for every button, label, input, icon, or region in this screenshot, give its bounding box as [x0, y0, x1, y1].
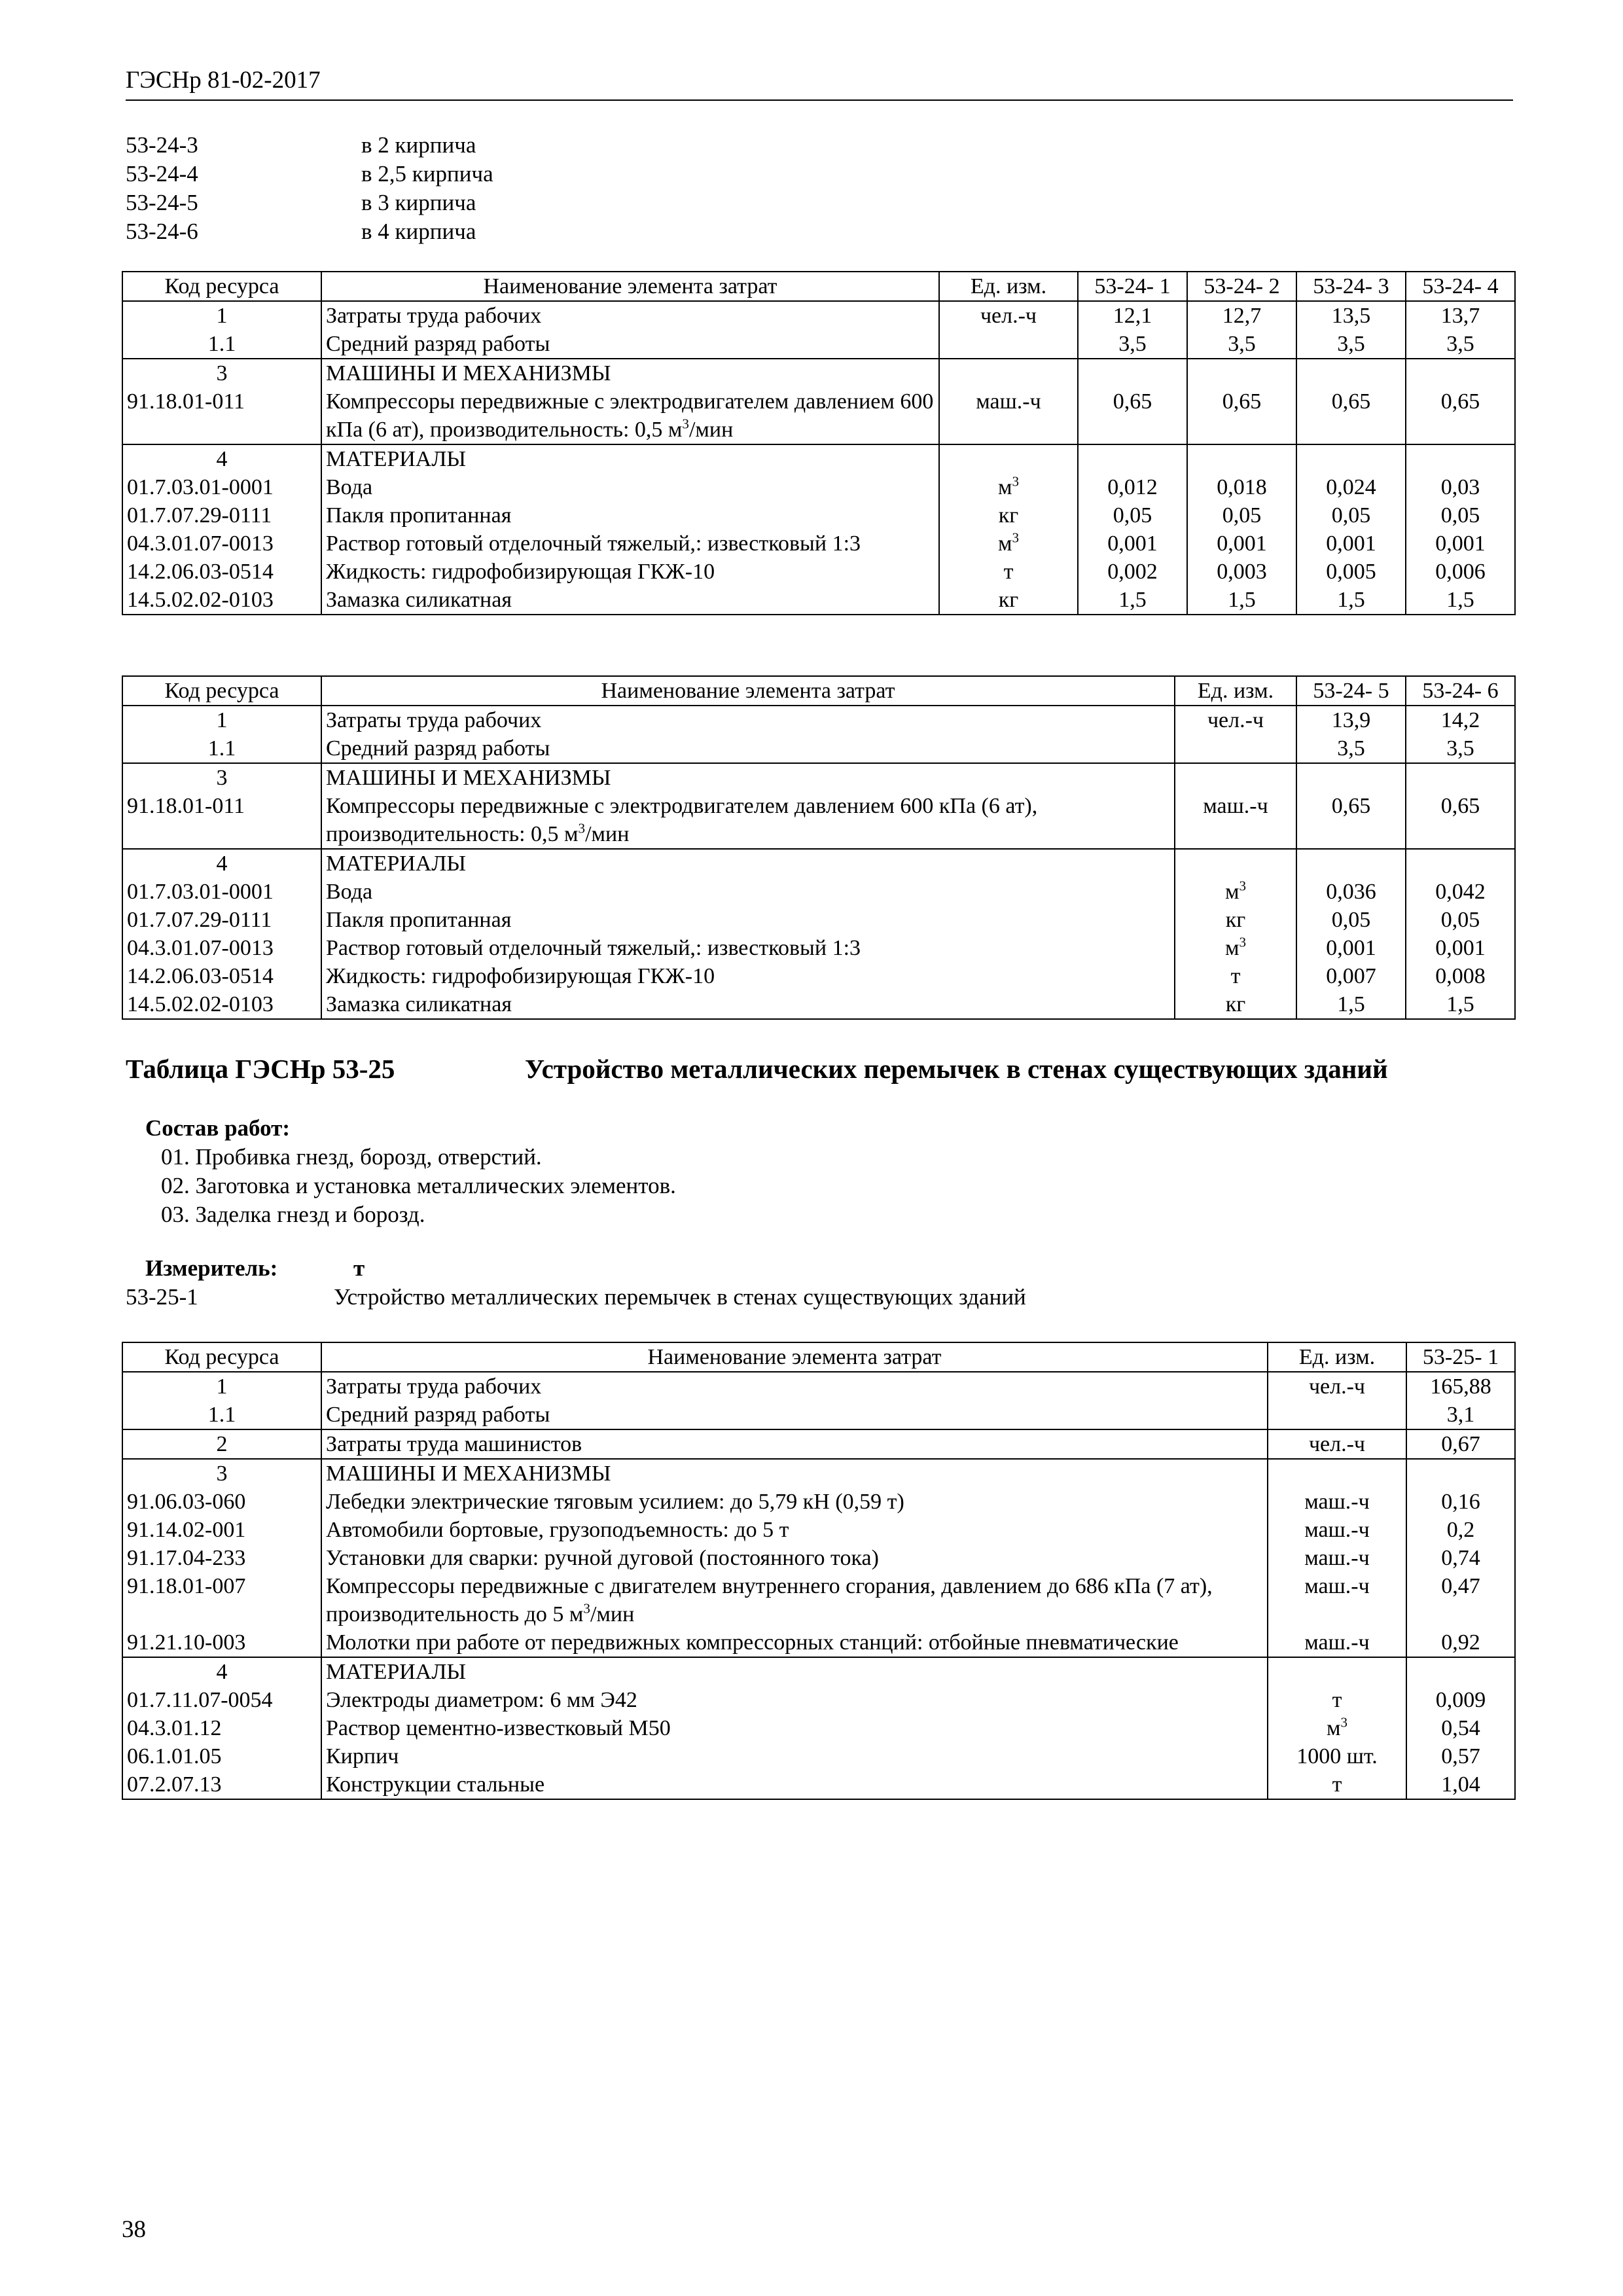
- resource-name: Молотки при работе от передвижных компрессорных станций: отбойные пневматические: [321, 1628, 1268, 1657]
- unit-cell: чел.-ч: [1268, 1429, 1406, 1459]
- unit-cell: маш.-ч: [1268, 1628, 1406, 1657]
- value-cell: [1296, 444, 1406, 473]
- resource-name: Замазка силикатная: [321, 586, 939, 615]
- value-cell: 3,5: [1187, 330, 1296, 359]
- resource-name: МАТЕРИАЛЫ: [321, 849, 1175, 878]
- table-row: [122, 1572, 1515, 1628]
- table-row: [122, 473, 1515, 501]
- item-text: Устройство металлических перемычек в стенах существующих зданий: [334, 1284, 1026, 1310]
- table-row: [122, 1459, 1515, 1488]
- intro-item: [126, 217, 493, 246]
- table-row: [122, 1488, 1515, 1516]
- column-header: Код ресурса: [122, 676, 321, 706]
- unit-cell: т: [1268, 1686, 1406, 1714]
- resource-name: Затраты труда рабочих: [321, 706, 1175, 734]
- value-cell: 13,9: [1296, 706, 1406, 734]
- unit-cell: маш.-ч: [1268, 1544, 1406, 1572]
- resource-name: Раствор готовый отделочный тяжелый,: известковый 1:3: [321, 529, 939, 558]
- value-cell: 1,5: [1078, 586, 1187, 615]
- value-cell: [1296, 849, 1406, 878]
- value-cell: 0,001: [1406, 934, 1515, 962]
- table-row: [122, 792, 1515, 849]
- resource-code: 4: [122, 444, 321, 473]
- value-cell: [1187, 444, 1296, 473]
- value-cell: 14,2: [1406, 706, 1515, 734]
- value-cell: 0,001: [1296, 934, 1406, 962]
- value-cell: 0,007: [1296, 962, 1406, 990]
- table-row: [122, 1628, 1515, 1657]
- table-row: [122, 1401, 1515, 1429]
- intro-code: 53-24-5: [126, 190, 198, 216]
- column-header: Ед. изм.: [1175, 676, 1296, 706]
- value-cell: 0,05: [1406, 501, 1515, 529]
- column-header: 53-24- 1: [1078, 272, 1187, 301]
- value-cell: 0,54: [1406, 1714, 1515, 1742]
- document-title: ГЭСНр 81-02-2017: [126, 67, 321, 94]
- resource-code: 2: [122, 1429, 321, 1459]
- resource-name: Автомобили бортовые, грузоподъемность: до 5 т: [321, 1516, 1268, 1544]
- value-cell: 0,012: [1078, 473, 1187, 501]
- value-cell: 0,009: [1406, 1686, 1515, 1714]
- resource-code: 14.2.06.03-0514: [122, 962, 321, 990]
- resource-name: Пакля пропитанная: [321, 906, 1175, 934]
- value-cell: [1296, 359, 1406, 387]
- table-row: [122, 330, 1515, 359]
- resource-name: Установки для сварки: ручной дуговой (постоянного тока): [321, 1544, 1268, 1572]
- works-item: 02. Заготовка и установка металлических элементов.: [161, 1173, 676, 1198]
- unit-cell: маш.-ч: [1268, 1488, 1406, 1516]
- resource-code: 91.18.01-007: [122, 1572, 321, 1628]
- value-cell: 0,005: [1296, 558, 1406, 586]
- unit-cell: [1268, 1459, 1406, 1488]
- table-header-row: [122, 676, 1515, 706]
- column-header: 53-25- 1: [1406, 1342, 1515, 1372]
- resource-code: 1: [122, 1372, 321, 1401]
- table-header-row: [122, 272, 1515, 301]
- table-row: [122, 1516, 1515, 1544]
- unit-cell: кг: [1175, 906, 1296, 934]
- column-header: 53-24- 5: [1296, 676, 1406, 706]
- resource-code: 04.3.01.07-0013: [122, 529, 321, 558]
- unit-cell: чел.-ч: [1268, 1372, 1406, 1401]
- resource-name: Средний разряд работы: [321, 330, 939, 359]
- column-header: Код ресурса: [122, 1342, 321, 1372]
- table-row: [122, 990, 1515, 1019]
- intro-item: [126, 131, 493, 160]
- column-header: Ед. изм.: [939, 272, 1078, 301]
- resource-code: 14.5.02.02-0103: [122, 586, 321, 615]
- unit-cell: $м^3$: [1268, 1714, 1406, 1742]
- works-item: 01. Пробивка гнезд, борозд, отверстий.: [161, 1144, 542, 1170]
- value-cell: 0,92: [1406, 1628, 1515, 1657]
- table-row: [122, 1372, 1515, 1401]
- resource-code: 91.21.10-003: [122, 1628, 321, 1657]
- value-cell: 3,5: [1296, 330, 1406, 359]
- resource-name: Раствор цементно-известковый М50: [321, 1714, 1268, 1742]
- value-cell: 0,03: [1406, 473, 1515, 501]
- table-row: [122, 1429, 1515, 1459]
- resource-code: 4: [122, 849, 321, 878]
- table-row: [122, 934, 1515, 962]
- value-cell: 0,65: [1406, 387, 1515, 444]
- resource-name: Вода: [321, 473, 939, 501]
- value-cell: [1078, 359, 1187, 387]
- value-cell: 1,5: [1187, 586, 1296, 615]
- value-cell: [1406, 1459, 1515, 1488]
- unit-cell: $м^3$: [939, 529, 1078, 558]
- measure-value: т: [353, 1255, 365, 1281]
- column-header: Ед. изм.: [1268, 1342, 1406, 1372]
- value-cell: 0,018: [1187, 473, 1296, 501]
- resource-name: Средний разряд работы: [321, 734, 1175, 763]
- value-cell: 0,05: [1078, 501, 1187, 529]
- measure-block: [126, 1254, 1026, 1312]
- resource-table-53-25-1: [122, 1342, 1516, 1800]
- table-row: [122, 706, 1515, 734]
- value-cell: 0,47: [1406, 1572, 1515, 1628]
- value-cell: [1187, 359, 1296, 387]
- unit-cell: т: [1175, 962, 1296, 990]
- value-cell: 3,5: [1406, 734, 1515, 763]
- table-row: [122, 359, 1515, 387]
- intro-text: в 4 кирпича: [361, 219, 476, 245]
- value-cell: [1406, 359, 1515, 387]
- resource-name: Пакля пропитанная: [321, 501, 939, 529]
- value-cell: 13,7: [1406, 301, 1515, 330]
- intro-text: в 2,5 кирпича: [361, 161, 493, 187]
- value-cell: 1,5: [1406, 990, 1515, 1019]
- resource-code: 1: [122, 706, 321, 734]
- resource-code: 91.06.03-060: [122, 1488, 321, 1516]
- unit-cell: т: [1268, 1770, 1406, 1799]
- value-cell: 0,2: [1406, 1516, 1515, 1544]
- value-cell: 0,57: [1406, 1742, 1515, 1770]
- unit-cell: $м^3$: [939, 473, 1078, 501]
- resource-code: 1.1: [122, 734, 321, 763]
- column-header: Код ресурса: [122, 272, 321, 301]
- value-cell: 0,65: [1078, 387, 1187, 444]
- resource-code: 1: [122, 301, 321, 330]
- page-header: [126, 65, 1513, 101]
- column-header: 53-24- 3: [1296, 272, 1406, 301]
- value-cell: [1406, 763, 1515, 792]
- resource-name: Средний разряд работы: [321, 1401, 1268, 1429]
- unit-cell: $м^3$: [1175, 878, 1296, 906]
- value-cell: 0,001: [1406, 529, 1515, 558]
- table-row: [122, 763, 1515, 792]
- table-row: [122, 387, 1515, 444]
- table-row: [122, 501, 1515, 529]
- table-row: [122, 734, 1515, 763]
- unit-cell: маш.-ч: [1268, 1572, 1406, 1628]
- unit-cell: [939, 330, 1078, 359]
- works-title: Состав работ:: [145, 1115, 290, 1141]
- column-header: 53-24- 4: [1406, 272, 1515, 301]
- column-header: Наименование элемента затрат: [321, 272, 939, 301]
- resource-name: Компрессоры передвижные с двигателем внутреннего сгорания, давлением до 686 кПа (7 ат), производительность до 5 $м^3$/мин: [321, 1572, 1268, 1628]
- resource-name: Компрессоры передвижные с электродвигателем давлением 600 кПа (6 ат), производительность: 0,5 $м^3$/мин: [321, 387, 939, 444]
- intro-list: [126, 131, 493, 246]
- value-cell: 0,05: [1187, 501, 1296, 529]
- intro-text: в 3 кирпича: [361, 190, 476, 216]
- resource-code: 91.14.02-001: [122, 1516, 321, 1544]
- unit-cell: [1268, 1401, 1406, 1429]
- table-row: [122, 444, 1515, 473]
- resource-name: МАШИНЫ И МЕХАНИЗМЫ: [321, 1459, 1268, 1488]
- column-header: Наименование элемента затрат: [321, 1342, 1268, 1372]
- resource-code: 04.3.01.12: [122, 1714, 321, 1742]
- table-row: [122, 1686, 1515, 1714]
- value-cell: 0,05: [1296, 501, 1406, 529]
- resource-code: 3: [122, 1459, 321, 1488]
- value-cell: 12,7: [1187, 301, 1296, 330]
- works-list: [145, 1114, 676, 1229]
- value-cell: 3,5: [1296, 734, 1406, 763]
- table-row: [122, 1742, 1515, 1770]
- item-code: 53-25-1: [126, 1284, 198, 1310]
- value-cell: 3,5: [1078, 330, 1187, 359]
- resource-code: 01.7.07.29-0111: [122, 501, 321, 529]
- resource-name: Замазка силикатная: [321, 990, 1175, 1019]
- value-cell: 3,5: [1406, 330, 1515, 359]
- value-cell: 0,67: [1406, 1429, 1515, 1459]
- table-row: [122, 558, 1515, 586]
- value-cell: 0,001: [1187, 529, 1296, 558]
- resource-name: Раствор готовый отделочный тяжелый,: известковый 1:3: [321, 934, 1175, 962]
- table-heading: Устройство металлических перемычек в стенах существующих зданий: [525, 1054, 1388, 1084]
- table-row: [122, 849, 1515, 878]
- value-cell: 1,5: [1406, 586, 1515, 615]
- resource-table-53-24-1-4: [122, 271, 1516, 615]
- intro-code: 53-24-3: [126, 132, 198, 158]
- value-cell: 0,65: [1406, 792, 1515, 849]
- intro-code: 53-24-4: [126, 161, 198, 187]
- value-cell: 0,024: [1296, 473, 1406, 501]
- resource-code: 01.7.11.07-0054: [122, 1686, 321, 1714]
- value-cell: 0,008: [1406, 962, 1515, 990]
- table-row: [122, 1544, 1515, 1572]
- resource-table-53-24-5-6: [122, 675, 1516, 1020]
- unit-cell: [1175, 849, 1296, 878]
- value-cell: 0,003: [1187, 558, 1296, 586]
- measure-row: [126, 1254, 1026, 1283]
- resource-code: 06.1.01.05: [122, 1742, 321, 1770]
- table-row: [122, 1657, 1515, 1686]
- table-row: [122, 1770, 1515, 1799]
- resource-code: 4: [122, 1657, 321, 1686]
- table-row: [122, 586, 1515, 615]
- table-row: [122, 962, 1515, 990]
- unit-cell: [1175, 734, 1296, 763]
- works-item: 03. Заделка гнезд и борозд.: [161, 1202, 425, 1227]
- resource-code: 14.2.06.03-0514: [122, 558, 321, 586]
- value-cell: 0,006: [1406, 558, 1515, 586]
- resource-code: 01.7.03.01-0001: [122, 878, 321, 906]
- resource-code: 91.18.01-011: [122, 387, 321, 444]
- resource-code: 3: [122, 763, 321, 792]
- resource-code: 1.1: [122, 330, 321, 359]
- unit-cell: чел.-ч: [1175, 706, 1296, 734]
- intro-item: [126, 188, 493, 217]
- resource-code: 01.7.03.01-0001: [122, 473, 321, 501]
- unit-cell: т: [939, 558, 1078, 586]
- column-header: Наименование элемента затрат: [321, 676, 1175, 706]
- value-cell: 0,65: [1296, 792, 1406, 849]
- value-cell: [1406, 1657, 1515, 1686]
- unit-cell: [1268, 1657, 1406, 1686]
- value-cell: 1,5: [1296, 990, 1406, 1019]
- value-cell: 0,65: [1187, 387, 1296, 444]
- resource-name: МАТЕРИАЛЫ: [321, 444, 939, 473]
- resource-code: 14.5.02.02-0103: [122, 990, 321, 1019]
- value-cell: [1406, 444, 1515, 473]
- intro-code: 53-24-6: [126, 219, 198, 245]
- resource-name: Затраты труда рабочих: [321, 301, 939, 330]
- value-cell: [1296, 763, 1406, 792]
- resource-code: 04.3.01.07-0013: [122, 934, 321, 962]
- value-cell: [1406, 849, 1515, 878]
- unit-cell: чел.-ч: [939, 301, 1078, 330]
- unit-cell: маш.-ч: [1268, 1516, 1406, 1544]
- value-cell: 0,05: [1406, 906, 1515, 934]
- value-cell: 0,001: [1296, 529, 1406, 558]
- intro-item: [126, 160, 493, 188]
- value-cell: 1,5: [1296, 586, 1406, 615]
- resource-code: 91.17.04-233: [122, 1544, 321, 1572]
- resource-code: 3: [122, 359, 321, 387]
- unit-cell: [939, 444, 1078, 473]
- item-row: [126, 1283, 1026, 1312]
- value-cell: 0,05: [1296, 906, 1406, 934]
- table-row: [122, 906, 1515, 934]
- table-header-row: [122, 1342, 1515, 1372]
- resource-name: Электроды диаметром: 6 мм Э42: [321, 1686, 1268, 1714]
- resource-name: Кирпич: [321, 1742, 1268, 1770]
- measure-label: Измеритель:: [145, 1255, 278, 1281]
- unit-cell: кг: [1175, 990, 1296, 1019]
- value-cell: 0,74: [1406, 1544, 1515, 1572]
- unit-cell: маш.-ч: [939, 387, 1078, 444]
- value-cell: 3,1: [1406, 1401, 1515, 1429]
- value-cell: 13,5: [1296, 301, 1406, 330]
- value-cell: 1,04: [1406, 1770, 1515, 1799]
- page-number: 38: [122, 2216, 146, 2243]
- column-header: 53-24- 2: [1187, 272, 1296, 301]
- unit-cell: кг: [939, 501, 1078, 529]
- resource-code: 91.18.01-011: [122, 792, 321, 849]
- value-cell: [1078, 444, 1187, 473]
- resource-name: Затраты труда машинистов: [321, 1429, 1268, 1459]
- value-cell: 0,042: [1406, 878, 1515, 906]
- resource-name: Компрессоры передвижные с электродвигателем давлением 600 кПа (6 ат), производительность: 0,5 $м^3$/мин: [321, 792, 1175, 849]
- resource-name: МАШИНЫ И МЕХАНИЗМЫ: [321, 763, 1175, 792]
- unit-cell: маш.-ч: [1175, 792, 1296, 849]
- value-cell: 165,88: [1406, 1372, 1515, 1401]
- table-row: [122, 878, 1515, 906]
- resource-name: Жидкость: гидрофобизирующая ГКЖ-10: [321, 962, 1175, 990]
- column-header: 53-24- 6: [1406, 676, 1515, 706]
- resource-code: 1.1: [122, 1401, 321, 1429]
- value-cell: 12,1: [1078, 301, 1187, 330]
- table-row: [122, 1714, 1515, 1742]
- resource-name: Вода: [321, 878, 1175, 906]
- value-cell: 0,16: [1406, 1488, 1515, 1516]
- resource-name: Затраты труда рабочих: [321, 1372, 1268, 1401]
- value-cell: 0,65: [1296, 387, 1406, 444]
- unit-cell: $м^3$: [1175, 934, 1296, 962]
- resource-name: МАШИНЫ И МЕХАНИЗМЫ: [321, 359, 939, 387]
- unit-cell: [939, 359, 1078, 387]
- table-title: [126, 1052, 1513, 1086]
- resource-code: 01.7.07.29-0111: [122, 906, 321, 934]
- unit-cell: кг: [939, 586, 1078, 615]
- resource-name: Лебедки электрические тяговым усилием: до 5,79 кН (0,59 т): [321, 1488, 1268, 1516]
- table-row: [122, 529, 1515, 558]
- resource-code: 07.2.07.13: [122, 1770, 321, 1799]
- table-row: [122, 301, 1515, 330]
- resource-name: МАТЕРИАЛЫ: [321, 1657, 1268, 1686]
- table-code: Таблица ГЭСНр 53-25: [126, 1054, 395, 1084]
- unit-cell: [1175, 763, 1296, 792]
- value-cell: 0,001: [1078, 529, 1187, 558]
- resource-name: Жидкость: гидрофобизирующая ГКЖ-10: [321, 558, 939, 586]
- value-cell: 0,036: [1296, 878, 1406, 906]
- resource-name: Конструкции стальные: [321, 1770, 1268, 1799]
- unit-cell: 1000 шт.: [1268, 1742, 1406, 1770]
- value-cell: 0,002: [1078, 558, 1187, 586]
- intro-text: в 2 кирпича: [361, 132, 476, 158]
